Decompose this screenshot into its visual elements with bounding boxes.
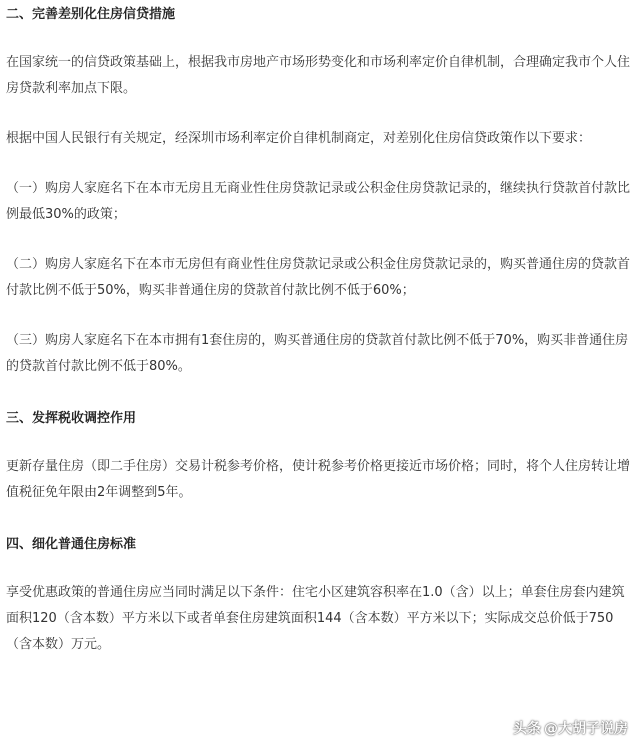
section-tax-measures xyxy=(6,404,634,506)
watermark-handle: @大胡子说房 xyxy=(544,721,628,737)
paragraph: 更新存量住房（即二手住房）交易计税参考价格，使计税参考价格更接近市场价格；同时，将个人住房转让增值税征免年限由2年调整到5年。 xyxy=(6,459,631,500)
section-ordinary-housing-standard xyxy=(6,530,634,658)
paragraph: 在国家统一的信贷政策基础上，根据我市房地产市场形势变化和市场利率定价自律机制，合理确定我市个人住房贷款利率加点下限。 xyxy=(6,55,631,96)
paragraph: 享受优惠政策的普通住房应当同时满足以下条件：住宅小区建筑容积率在1.0（含）以上；单套住房套内建筑面积120（含本数）平方米以下或者单套住房建筑面积144（含本数）平方米以下；实际成交总价低于750（含本数）万元。 xyxy=(6,585,625,652)
section-heading: 四、细化普通住房标准 xyxy=(6,537,137,552)
section-credit-measures xyxy=(6,0,634,380)
paragraph: （三）购房人家庭名下在本市拥有1套住房的，购买普通住房的贷款首付款比例不低于70%，购买非普通住房的贷款首付款比例不低于80%。 xyxy=(6,333,629,374)
article-body xyxy=(6,0,634,658)
paragraph: 根据中国人民银行有关规定，经深圳市场利率定价自律机制商定，对差别化住房信贷政策作以下要求： xyxy=(6,131,592,146)
paragraph: （二）购房人家庭名下在本市无房但有商业性住房贷款记录或公积金住房贷款记录的，购买普通住房的贷款首付款比例不低于50%，购买非普通住房的贷款首付款比例不低于60%； xyxy=(6,257,631,298)
section-heading: 二、完善差别化住房信贷措施 xyxy=(6,7,176,22)
paragraph: （一）购房人家庭名下在本市无房且无商业性住房贷款记录或公积金住房贷款记录的，继续执行贷款首付款比例最低30%的政策； xyxy=(6,181,631,222)
watermark xyxy=(513,718,628,738)
section-heading: 三、发挥税收调控作用 xyxy=(6,411,137,426)
watermark-brand: 头条 xyxy=(513,721,541,737)
